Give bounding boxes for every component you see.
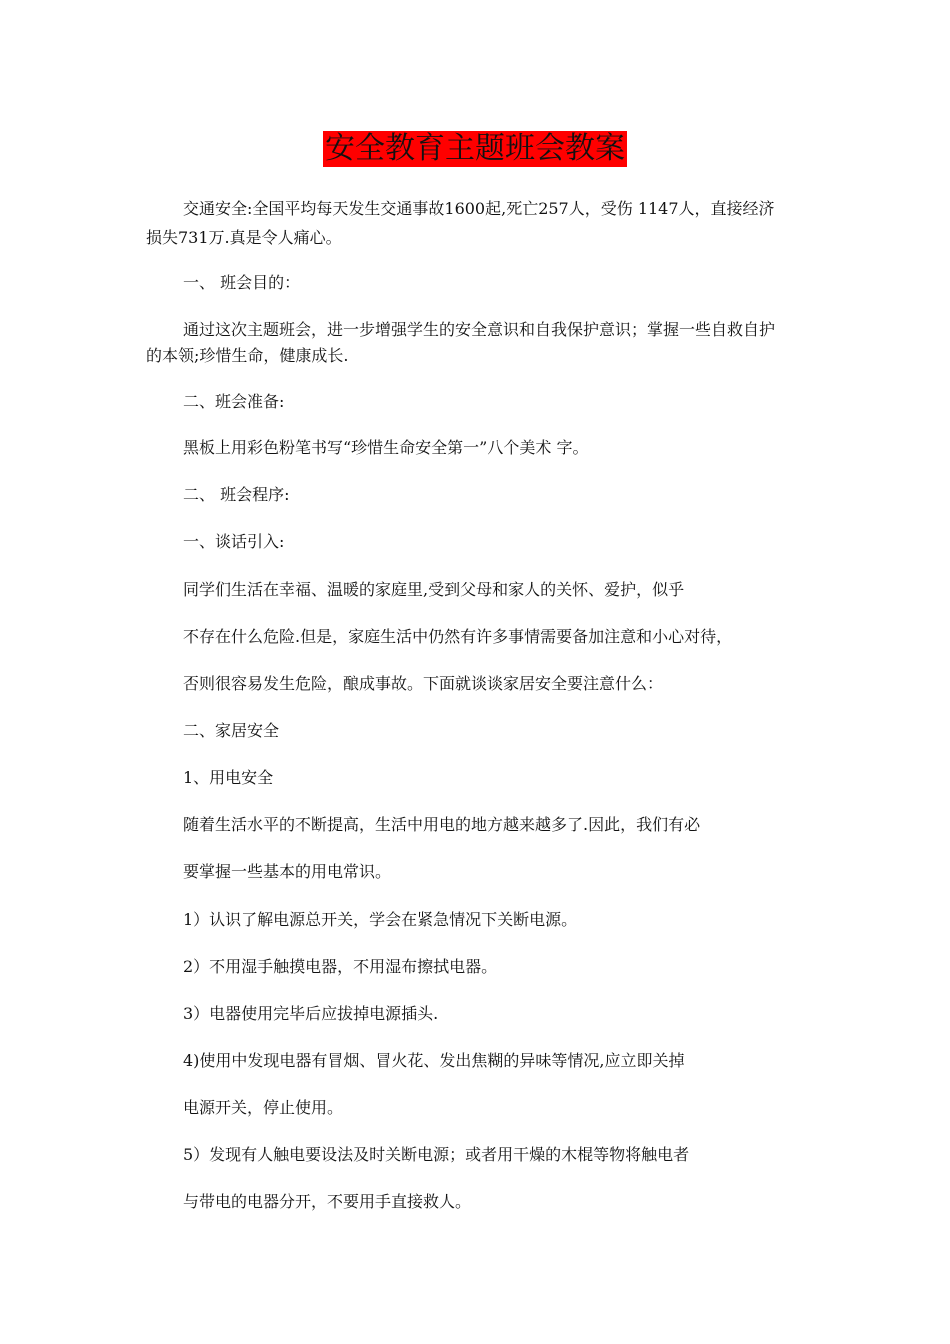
section-heading: 一、谈话引入: [183,532,285,551]
paragraph-line: 不存在什么危险.但是，家庭生活中仍然有许多事情需要备加注意和小心对待， [183,627,733,646]
section-heading: 二、 班会程序: [183,485,290,504]
section-heading: 二、班会准备: [183,392,285,411]
paragraph-line: 随着生活水平的不断提高，生活中用电的地方越来越多了.因此，我们有必 [183,815,701,834]
paragraph-line: 交通安全:全国平均每天发生交通事故1600起,死亡257人，受伤 1147人，直接经济 [183,199,775,218]
section-heading: 二、家居安全 [183,721,280,740]
paragraph-line: 同学们生活在幸福、温暖的家庭里,受到父母和家人的关怀、爱护，似乎 [183,580,685,599]
paragraph-line: 的本领;珍惜生命，健康成长. [146,346,349,365]
subsection-heading: 1、用电安全 [183,768,274,787]
paragraph-line: 损失731万.真是令人痛心。 [146,228,342,247]
list-item: 3）电器使用完毕后应拔掉电源插头. [183,1004,439,1023]
list-item-continued: 与带电的电器分开，不要用手直接救人。 [183,1192,472,1211]
paragraph-line: 要掌握一些基本的用电常识。 [183,862,392,881]
document-title: 安全教育主题班会教案 [325,131,625,166]
paragraph-line: 否则很容易发生危险，酿成事故。下面就谈谈家居安全要注意什么： [183,674,664,693]
list-item: 2）不用湿手触摸电器，不用湿布擦拭电器。 [183,957,498,976]
title-container [0,131,950,167]
paragraph-line: 通过这次主题班会，进一步增强学生的安全意识和自我保护意识；掌握一些自救自护 [183,320,776,339]
list-item: 4)使用中发现电器有冒烟、冒火花、发出焦糊的异味等情况,应立即关掉 [183,1051,685,1070]
list-item: 1）认识了解电源总开关，学会在紧急情况下关断电源。 [183,910,578,929]
section-heading: 一、 班会目的： [183,273,301,292]
list-item-continued: 电源开关，停止使用。 [183,1098,344,1117]
paragraph-line: 黑板上用彩色粉笔书写“珍惜生命安全第一”八个美术 字。 [183,438,589,457]
list-item: 5）发现有人触电要设法及时关断电源；或者用干燥的木棍等物将触电者 [183,1145,690,1164]
